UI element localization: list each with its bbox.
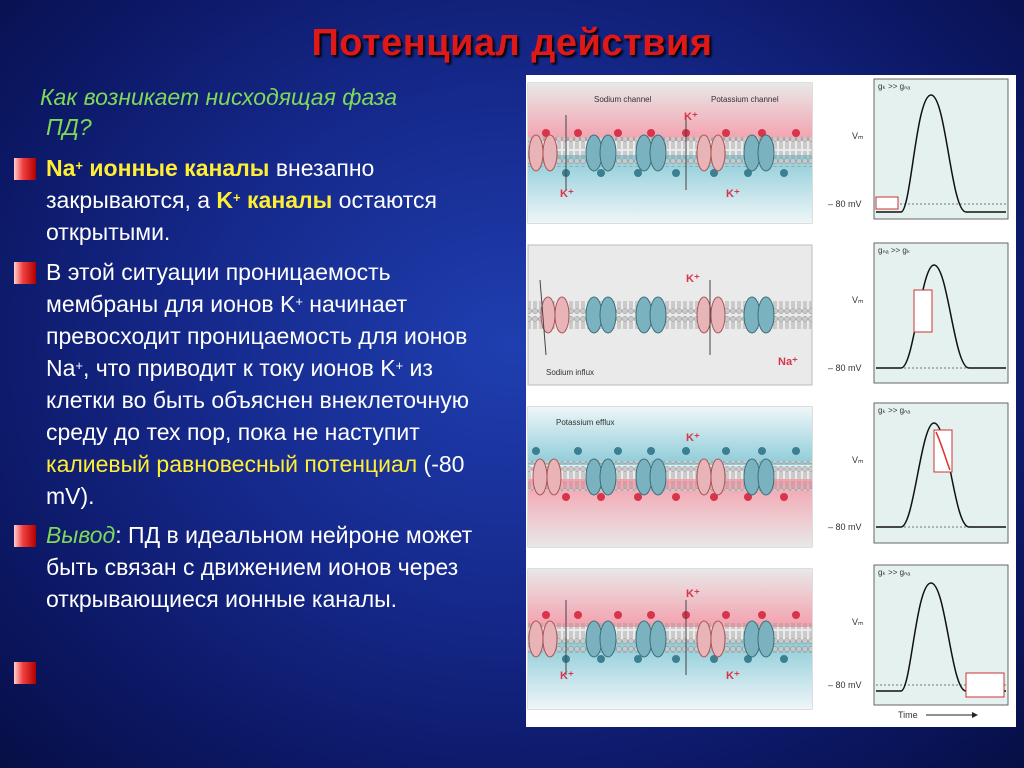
bullet-2-sup-1: + <box>295 294 303 309</box>
bullet-2-part-5: (-80 mV). <box>46 451 465 509</box>
k-ion-bottom-4a: K⁺ <box>560 670 574 682</box>
mv-label-1: – 80 mV <box>828 199 862 209</box>
k-sup: + <box>233 190 241 205</box>
vm-label-3: Vₘ <box>852 455 864 465</box>
bullet-2-part-4: из клетки во быть объяснен внеклеточную среду до тех пор, пока не наступит <box>46 355 469 445</box>
bullet-2-sup-2: + <box>75 358 83 373</box>
slide-title: Потенциал действия <box>311 22 713 64</box>
time-arrowhead-icon <box>972 712 978 718</box>
panel-3 <box>528 403 1008 547</box>
conclusion-label: Вывод <box>46 522 116 548</box>
panel-1 <box>528 79 1008 223</box>
bullet-marker-icon <box>14 262 36 284</box>
bullet-1 <box>14 152 504 248</box>
potassium-channel-label: Potassium channel <box>711 95 779 104</box>
k-channels-text: каналы <box>240 187 333 213</box>
vm-label-1: Vₘ <box>852 131 864 141</box>
bullet-1-middle: внезапно закрываются, а <box>46 155 375 213</box>
action-potential-figure <box>526 75 1016 727</box>
subtitle-line-1: Как возникает нисходящая фаза <box>40 84 398 110</box>
bullet-2-part-3: , что приводит к току ионов K <box>83 355 396 381</box>
bullet-marker-icon <box>14 662 36 684</box>
figure-svg <box>526 75 1016 727</box>
bullet-3-text <box>46 519 504 615</box>
vm-label-2: Vₘ <box>852 295 864 305</box>
k-ion-top-2: K⁺ <box>686 273 700 285</box>
conclusion-text: : ПД в идеальном нейроне может быть связан с движением ионов через открывающиеся ионные каналы. <box>46 522 473 612</box>
conductance-label-2: gₙₐ >> gₖ <box>878 246 911 255</box>
bullet-marker-icon <box>14 525 36 547</box>
k-ion-top: K⁺ <box>684 111 698 123</box>
mv-label-3: – 80 mV <box>828 522 862 532</box>
k-ion-top-3: K⁺ <box>686 432 700 444</box>
potassium-efflux-label: Potassium efflux <box>556 418 615 427</box>
bullet-1-end: остаются открытыми. <box>46 187 438 245</box>
conductance-label-1: gₖ >> gₙₐ <box>878 82 911 91</box>
panel-2 <box>528 243 1008 385</box>
panel-4 <box>528 565 1008 720</box>
k-ion-bottom-2: K⁺ <box>726 188 740 200</box>
k-ion-bottom-4b: K⁺ <box>726 670 740 682</box>
bullet-1-text <box>46 152 504 248</box>
bullet-2-highlight: калиевый равновесный потенциал <box>46 451 418 477</box>
na-sup: + <box>75 158 83 173</box>
na-label: Na <box>46 155 76 181</box>
bullet-2-part-2: начинает превосходит проницаемость для ионов Na <box>46 291 468 381</box>
bullet-2-text <box>46 256 504 512</box>
vm-label-4: Vₘ <box>852 617 864 627</box>
bullet-marker-icon <box>14 158 36 180</box>
bullet-2 <box>14 256 504 512</box>
sodium-channel-label: Sodium channel <box>594 95 652 104</box>
slide-subtitle <box>40 82 480 142</box>
na-ion-bottom: Na⁺ <box>778 356 798 368</box>
bullet-3 <box>14 519 504 615</box>
sodium-influx-label: Sodium influx <box>546 368 595 377</box>
conductance-label-4: gₖ >> gₙₐ <box>878 568 911 577</box>
k-label: K <box>216 187 234 213</box>
na-channels-text: ионные каналы <box>83 155 270 181</box>
bullet-2-part-1: В этой ситуации проницаемость мембраны для ионов K <box>46 259 391 317</box>
k-ion-bottom-1: K⁺ <box>560 188 574 200</box>
conductance-label-3: gₖ >> gₙₐ <box>878 406 911 415</box>
mv-label-4: – 80 mV <box>828 680 862 690</box>
subtitle-line-2: ПД? <box>46 114 92 140</box>
k-ion-top-4: K⁺ <box>686 588 700 600</box>
time-label: Time <box>898 710 918 720</box>
bullet-2-sup-3: + <box>395 358 404 373</box>
mv-label-2: – 80 mV <box>828 363 862 373</box>
